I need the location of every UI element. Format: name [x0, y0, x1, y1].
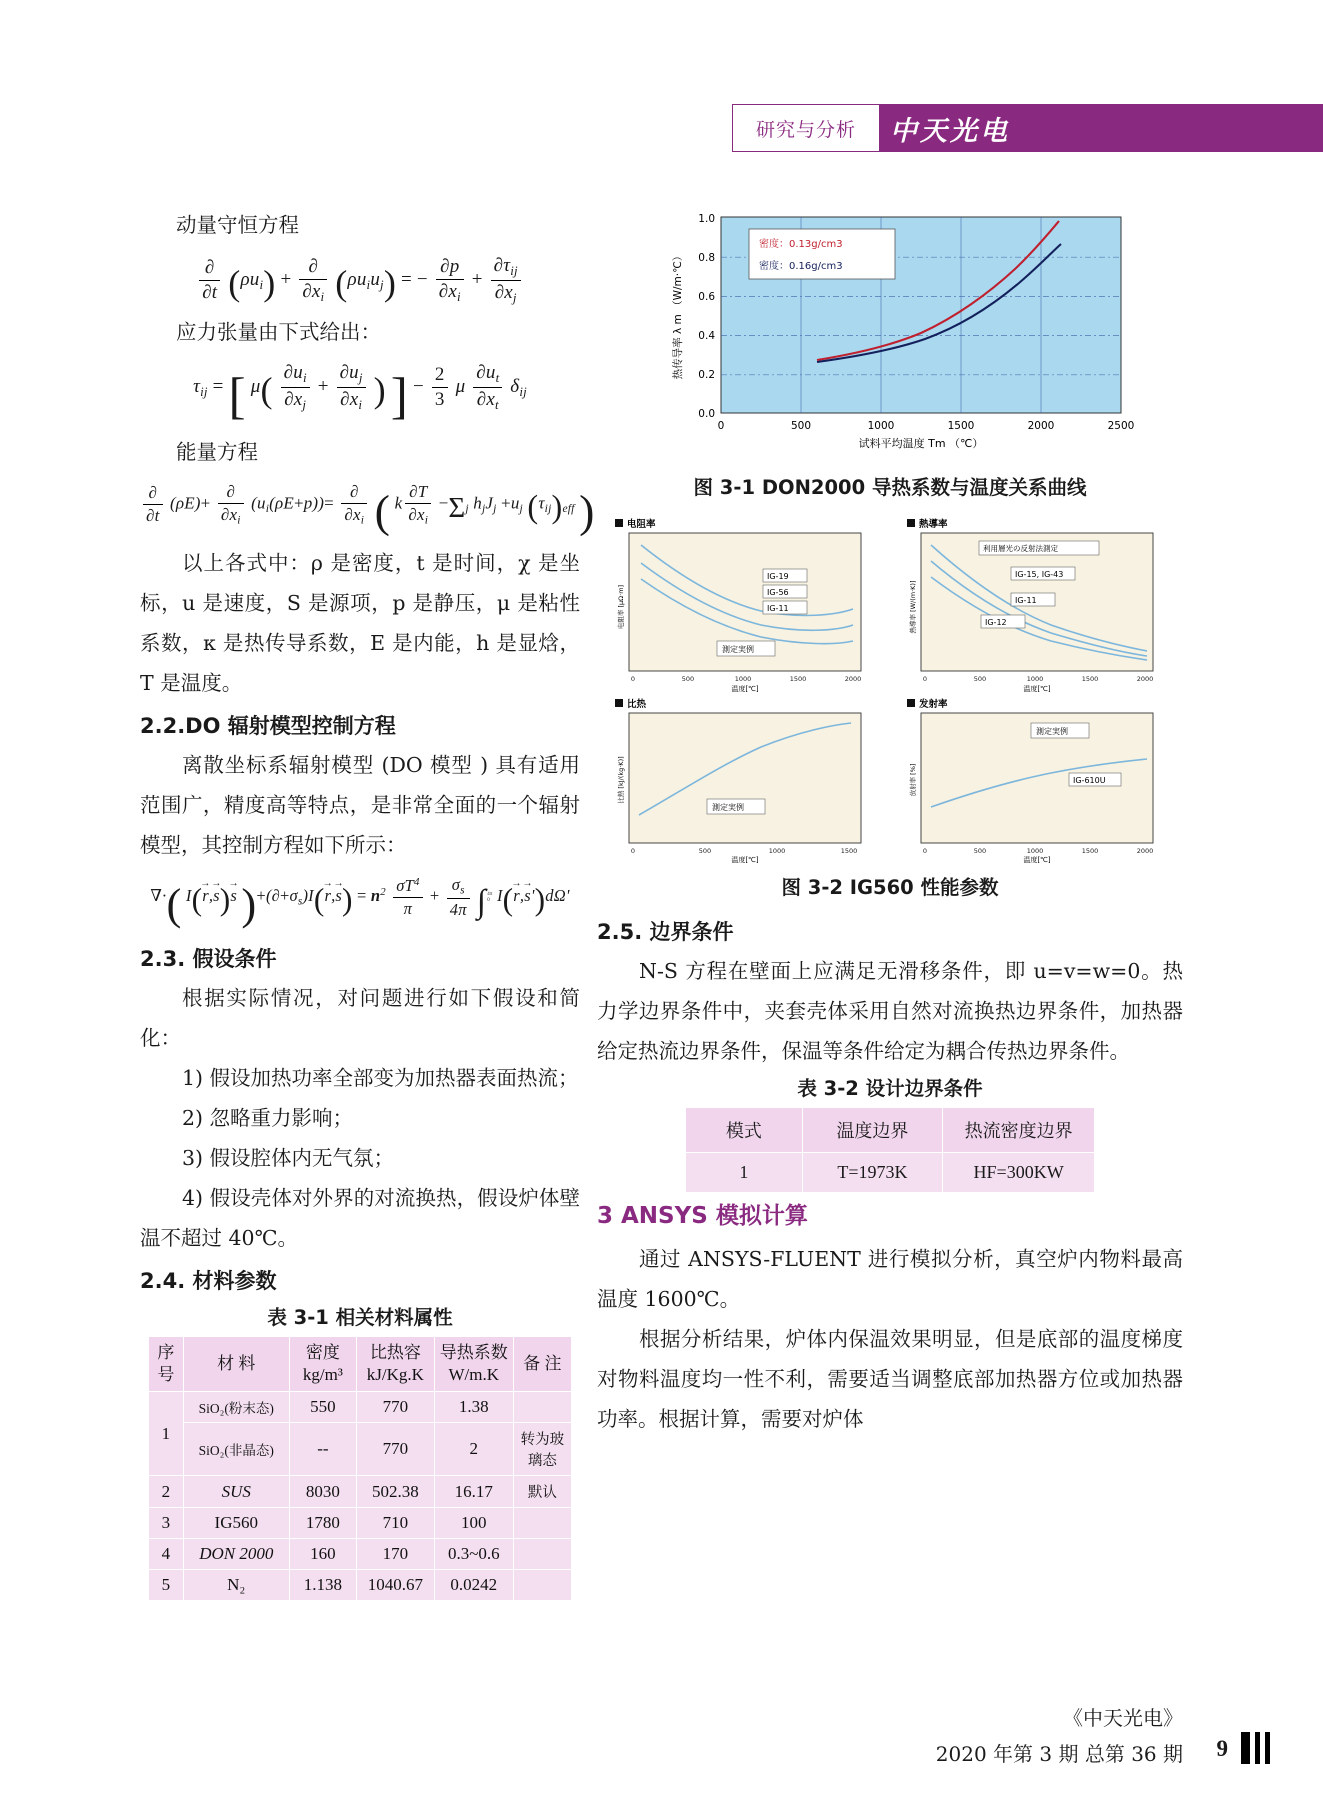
svg-text:2500: 2500 — [1107, 420, 1135, 432]
brand-logo-text: 中天光电 — [890, 115, 1010, 147]
cell-material: SiO₂(非晶态) — [183, 1423, 289, 1476]
cell-density: 550 — [289, 1392, 356, 1423]
cell-cp: 710 — [356, 1508, 434, 1539]
svg-text:1000: 1000 — [1026, 847, 1044, 855]
formula-stress-tensor: $\tau_{ij}$ = [ μ( $\frac{\partial u_i}{\partial x_j}$ + $\frac{\partial u_j}{\partial x_i}$ ) ] − $\frac{2}{3}$ μ $\frac{\partial u_t}{\partial x_t}$ $\delta_{ij}$ — [193, 362, 527, 425]
svg-text:1000: 1000 — [867, 420, 895, 432]
fig2-panel3-ylabel: 比熱 [kJ/(kg·K)] — [617, 756, 625, 804]
fig2-panel2-ylabel: 熱導率 [W/(m·K)] — [909, 580, 917, 634]
boundary-conditions-table — [685, 1107, 1095, 1193]
cell-cp: 502.38 — [356, 1476, 434, 1508]
cell-cp: 170 — [356, 1539, 434, 1570]
fig2-panel1-label-1: IG-19 — [767, 572, 789, 581]
paragraph-ansys-intro: 通过 ANSYS-FLUENT 进行模拟分析，真空炉内物料最高温度 1600℃。 — [597, 1247, 1183, 1311]
cell-density: 1.138 — [289, 1570, 356, 1601]
svg-text:0: 0 — [630, 675, 636, 683]
assumption-item-3: 3) 假设腔体内无气氛； — [182, 1146, 395, 1171]
lead-stress-tensor: 应力张量由下式给出： — [176, 320, 381, 345]
section-heading-2-4: 2.4. 材料参数 — [140, 1269, 277, 1294]
formula-momentum: $\frac{\partial}{\partial t}$ $(\rho u_i)$ + $\frac{\partial}{\partial x_i}$ $(\rho u_iu_j)$ = − $\frac{\partial p}{\partial x_i}$ + $\frac{\partial\tau_{ij}}{\partial x_j}$ — [140, 245, 580, 312]
cell-remark — [513, 1508, 571, 1539]
table-32-caption: 表 3-2 设计边界条件 — [797, 1077, 983, 1100]
fig1-xlabel: 试料平均温度 Tm （℃） — [858, 437, 984, 450]
cell-density: -- — [289, 1423, 356, 1476]
figure-3-1 — [611, 207, 1167, 465]
svg-text:1500: 1500 — [1081, 675, 1099, 683]
cell-remark — [513, 1392, 571, 1423]
cell-material: IG560 — [183, 1508, 289, 1539]
footer-journal-name: 《中天光电》 — [1063, 1706, 1183, 1730]
table-row — [149, 1570, 572, 1601]
cell-no: 5 — [149, 1570, 184, 1601]
cell-k: 0.0242 — [434, 1570, 513, 1601]
paragraph-do-model: 离散坐标系辐射模型 (DO 模型 ) 具有适用范围广，精度高等特点，是非常全面的一个辐射模型，其控制方程如下所示： — [140, 753, 580, 858]
section-heading-2-2: 2.2.DO 辐射模型控制方程 — [140, 714, 396, 739]
brand-logo — [890, 104, 1010, 152]
table-31-caption: 表 3-1 相关材料属性 — [267, 1306, 453, 1330]
figure-3-1-chart — [611, 207, 1167, 465]
col-header-no-line1: 序 — [157, 1343, 175, 1363]
section-heading-2-5: 2.5. 边界条件 — [597, 920, 734, 944]
cell-density: 1780 — [289, 1508, 356, 1539]
cell-k: 100 — [434, 1508, 513, 1539]
paragraph-boundary-conditions: N-S 方程在壁面上应满足无滑移条件，即 u=v=w=0。热力学边界条件中，夹套壳体采用自然对流换热边界条件，加热器给定热流边界条件，保温等条件给定为耦合传热边界条件。 — [597, 959, 1183, 1063]
cell-flux: HF=300KW — [943, 1153, 1095, 1193]
page-header — [700, 104, 1323, 152]
formula-do-radiation: ∇·( I(→ r,→ s)→ s )$+(\partial+\sigma_s)I(\to r,\to s) = n^2$ $\frac{\sigma T^4}{\pi}$ + $\frac{\sigma_s}{4\pi}$ ∫4π 0 I(→ r,→ s')dΩ' — [140, 865, 580, 936]
svg-text:2000: 2000 — [1136, 847, 1154, 855]
cell-no: 1 — [149, 1392, 184, 1476]
col-header-no — [149, 1337, 184, 1392]
col-header-no-line2: 号 — [157, 1365, 175, 1385]
col-header-k: 导热系数 W/m.K — [434, 1337, 513, 1392]
svg-text:500: 500 — [973, 847, 987, 855]
cell-no: 2 — [149, 1476, 184, 1508]
table-row — [149, 1392, 572, 1423]
col-header-material: 材 料 — [183, 1337, 289, 1392]
svg-text:2000: 2000 — [844, 675, 862, 683]
fig2-panel1-xlabel: 温度[℃] — [731, 685, 759, 693]
table-row — [149, 1539, 572, 1570]
fig2-panel2-label-1: IG-15, IG-43 — [1015, 570, 1064, 579]
svg-text:1000: 1000 — [1026, 675, 1044, 683]
page-number: 9 — [1216, 1736, 1228, 1761]
svg-text:500: 500 — [681, 675, 695, 683]
table-row — [149, 1423, 572, 1476]
cell-cp: 770 — [356, 1392, 434, 1423]
assumption-item-4: 4) 假设壳体对外界的对流换热，假设炉体壁温不超过 40℃。 — [140, 1186, 580, 1251]
fig1-legend-item-1: 密度：0.13g/cm3 — [759, 239, 843, 250]
section-heading-3: 3 ANSYS 模拟计算 — [597, 1203, 808, 1229]
svg-text:1000: 1000 — [768, 847, 786, 855]
svg-text:2000: 2000 — [1027, 420, 1055, 432]
fig2-panel2-label-3: IG-12 — [985, 618, 1007, 627]
fig2-panel2-label-2: IG-11 — [1015, 596, 1037, 605]
fig2-panel4-title: 发射率 — [919, 699, 948, 710]
fig2-panel1-label-2: IG-56 — [767, 588, 789, 597]
svg-text:0: 0 — [922, 847, 928, 855]
fig2-panel4-label-1: IG-610U — [1073, 776, 1106, 785]
fig2-panel2-xlabel: 温度[℃] — [1023, 685, 1051, 693]
heading-energy-equation: 能量方程 — [176, 439, 258, 464]
svg-text:1500: 1500 — [840, 847, 858, 855]
cell-k: 2 — [434, 1423, 513, 1476]
svg-text:0.2: 0.2 — [698, 369, 715, 381]
svg-text:0.0: 0.0 — [698, 408, 715, 420]
left-column — [140, 205, 595, 1601]
fig2-panel2-note: 利用層光の反射法測定 — [983, 544, 1058, 553]
svg-text:1500: 1500 — [1081, 847, 1099, 855]
fig1-ylabel: 热传导率 λ m （W/m·℃） — [672, 250, 684, 380]
cell-k: 16.17 — [434, 1476, 513, 1508]
cell-remark — [513, 1570, 571, 1601]
fig2-panel1-title: 电阻率 — [627, 519, 656, 530]
col-header-mode: 模式 — [686, 1108, 803, 1153]
material-properties-table — [148, 1336, 572, 1601]
cell-density: 160 — [289, 1539, 356, 1570]
cell-material: SUS — [183, 1476, 289, 1508]
fig2-panel3-note: 測定実例 — [712, 803, 744, 812]
header-section-label: 研究与分析 — [755, 118, 856, 141]
cell-remark: 转为玻璃态 — [513, 1423, 571, 1476]
paragraph-symbol-definitions: 以上各式中：ρ 是密度，t 是时间，χ 是坐标，u 是速度，S 是源项，p 是静压，μ 是粘性系数，κ 是热传导系数，E 是内能，h 是显焓，T 是温度。 — [140, 551, 580, 696]
cell-k: 1.38 — [434, 1392, 513, 1423]
figure-3-2-chart — [611, 515, 1167, 865]
svg-text:1.0: 1.0 — [698, 213, 715, 225]
col-header-temp-boundary: 温度边界 — [802, 1108, 943, 1153]
cell-material: SiO₂(粉末态) — [183, 1392, 289, 1423]
cell-temp: T=1973K — [802, 1153, 943, 1193]
cell-cp: 1040.67 — [356, 1570, 434, 1601]
col-header-flux-boundary: 热流密度边界 — [943, 1108, 1095, 1153]
col-header-density: 密度 kg/m³ — [289, 1337, 356, 1392]
right-column — [597, 205, 1183, 1439]
fig2-panel3-xlabel: 温度[℃] — [731, 856, 759, 864]
cell-no: 3 — [149, 1508, 184, 1539]
formula-energy: $\frac{\partial}{\partial t}$ (ρE)+ $\frac{\partial}{\partial x_i}$ $(u_i(\rho E+p))=$ $\frac{\partial}{\partial x_i}$ ( k $\frac{\partial T}{\partial x_i}$ $-\Sigma_j$ $h_jJ_j +u_j$ $(\tau_{ij})_{eff}$ ) — [140, 472, 580, 544]
figure-3-1-caption: 图 3-1 DON2000 导热系数与温度关系曲线 — [693, 476, 1087, 499]
paragraph-assumptions-lead: 根据实际情况，对问题进行如下假设和简化： — [140, 986, 580, 1051]
figure-3-2-caption: 图 3-2 IG560 性能参数 — [781, 876, 999, 899]
svg-text:500: 500 — [973, 675, 987, 683]
svg-text:500: 500 — [698, 847, 712, 855]
fig2-panel1-ylabel: 电阻率 [μΩ·m] — [617, 584, 625, 630]
table-row — [149, 1508, 572, 1539]
cell-material: N₂ — [183, 1570, 289, 1601]
fig2-panel3-title: 比热 — [627, 699, 647, 710]
col-header-cp: 比热容 kJ/Kg.K — [356, 1337, 434, 1392]
svg-text:1000: 1000 — [734, 675, 752, 683]
fig2-panel2-title: 熱導率 — [919, 519, 948, 530]
fig1-legend-item-2: 密度：0.16g/cm3 — [759, 261, 843, 272]
cell-cp: 770 — [356, 1423, 434, 1476]
fig2-panel1-note: 測定実例 — [722, 645, 754, 654]
svg-text:0: 0 — [717, 420, 725, 432]
assumption-item-2: 2) 忽略重力影响； — [182, 1106, 354, 1131]
cell-k: 0.3~0.6 — [434, 1539, 513, 1570]
cell-remark — [513, 1539, 571, 1570]
svg-text:500: 500 — [790, 420, 812, 432]
svg-text:0.6: 0.6 — [698, 291, 715, 303]
cell-remark: 默认 — [513, 1476, 571, 1508]
section-heading-2-3: 2.3. 假设条件 — [140, 947, 277, 972]
fig2-panel4-xlabel: 温度[℃] — [1023, 856, 1051, 864]
table-header-row — [686, 1108, 1095, 1153]
cell-density: 8030 — [289, 1476, 356, 1508]
cell-material: DON 2000 — [183, 1539, 289, 1570]
table-row — [686, 1153, 1095, 1193]
svg-text:0: 0 — [922, 675, 928, 683]
svg-text:1500: 1500 — [947, 420, 975, 432]
svg-text:2000: 2000 — [1136, 675, 1154, 683]
cell-mode: 1 — [686, 1153, 803, 1193]
col-header-remark: 备 注 — [513, 1337, 571, 1392]
page-footer — [0, 1676, 1323, 1796]
table-row — [149, 1476, 572, 1508]
fig2-panel4-ylabel: 放射率 [%] — [909, 763, 917, 797]
heading-momentum-equation: 动量守恒方程 — [176, 213, 299, 237]
svg-text:0.8: 0.8 — [698, 252, 715, 264]
fig2-panel1-label-3: IG-11 — [767, 604, 789, 613]
svg-text:0.4: 0.4 — [698, 330, 715, 342]
assumption-item-1: 1) 假设加热功率全部变为加热器表面热流； — [182, 1066, 579, 1091]
footer-issue: 2020 年第 3 期 总第 36 期 — [935, 1742, 1183, 1766]
table-header-row — [149, 1337, 572, 1392]
figure-3-2 — [611, 515, 1167, 865]
svg-text:1500: 1500 — [789, 675, 807, 683]
paragraph-ansys-results: 根据分析结果，炉体内保温效果明显，但是底部的温度梯度对物料温度均一性不利，需要适当调整底部加热器方位或加热器功率。根据计算，需要对炉体 — [597, 1327, 1183, 1431]
fig2-panel4-note: 測定実例 — [1036, 727, 1068, 736]
svg-text:0: 0 — [630, 847, 636, 855]
header-section-tab — [732, 104, 880, 152]
cell-no: 4 — [149, 1539, 184, 1570]
footer-bar-decoration — [1241, 1732, 1293, 1764]
